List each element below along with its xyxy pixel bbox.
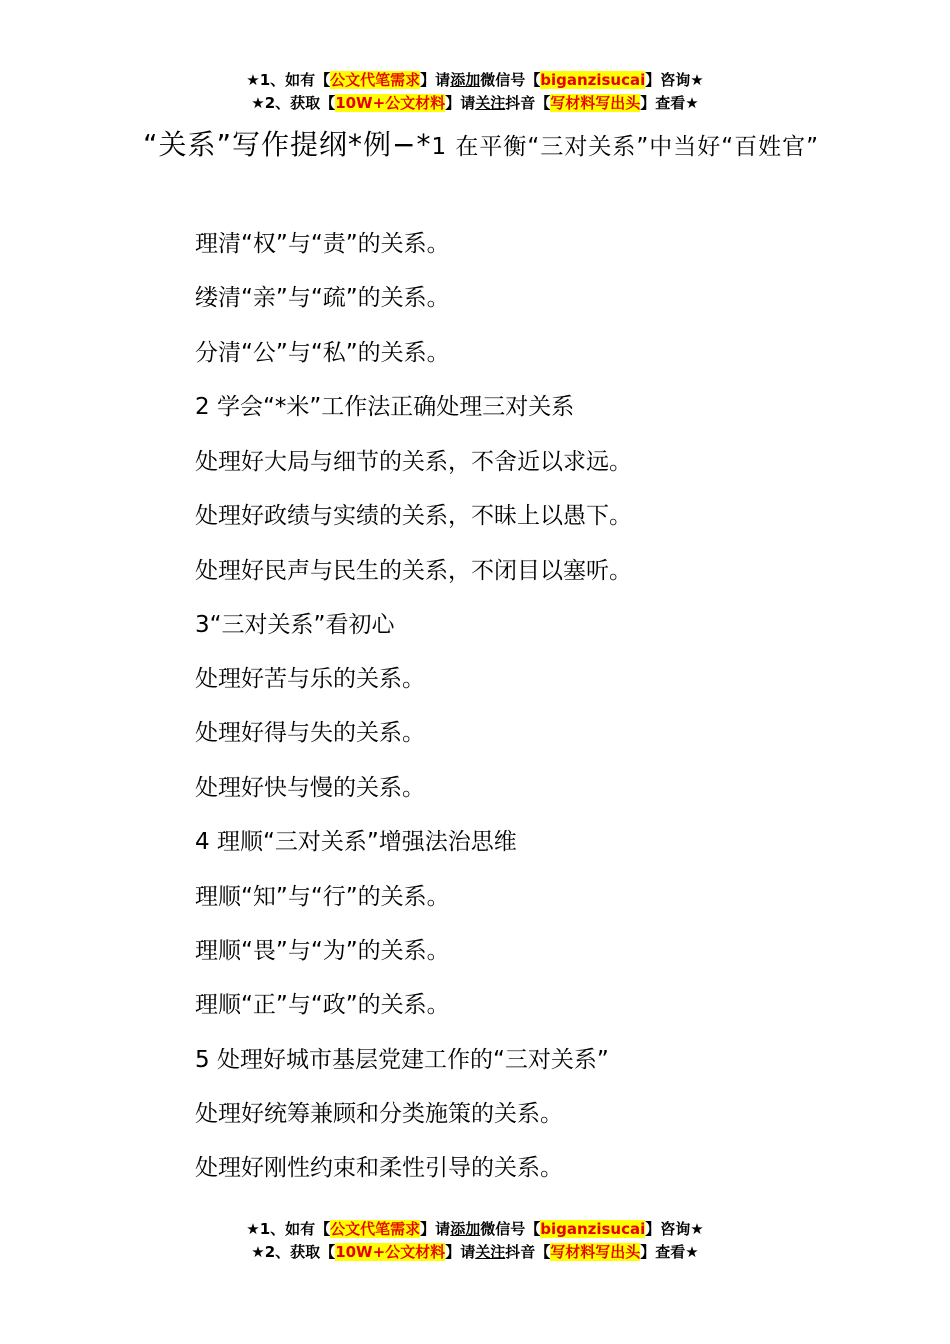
title-main: “关系”写作提纲*例−* — [143, 128, 432, 161]
highlight-douyin: 写材料写出头 — [550, 1243, 641, 1261]
highlight-douyin: 写材料写出头 — [550, 94, 641, 112]
outline-item: 处理好得与失的关系。 — [195, 720, 425, 746]
banner-text: ★1、如有【 — [246, 71, 331, 89]
outline-item: 理顺“畏”与“为”的关系。 — [195, 938, 450, 964]
highlight-wechat-id: biganzisucai — [540, 71, 646, 89]
banner-text: 】请 — [420, 1220, 451, 1238]
banner-text: ★1、如有【 — [246, 1220, 331, 1238]
outline-item: 处理好刚性约束和柔性引导的关系。 — [195, 1155, 563, 1181]
banner-text: 】咨询★ — [645, 1220, 704, 1238]
banner-text: ★2、获取【 — [251, 1243, 336, 1261]
highlight-service: 公文代笔需求 — [330, 71, 421, 89]
banner-line-2 — [0, 1241, 950, 1264]
banner-text: 】查看★ — [640, 94, 699, 112]
section-heading: 5 处理好城市基层党建工作的“三对关系” — [195, 1047, 609, 1073]
highlight-wechat-id: biganzisucai — [540, 1220, 646, 1238]
outline-item: 处理好苦与乐的关系。 — [195, 666, 425, 692]
banner-text: ★2、获取【 — [251, 94, 336, 112]
banner-text: 抖音【 — [505, 1243, 551, 1261]
banner-underlined: 关注 — [475, 1243, 506, 1261]
footer-banner — [0, 1218, 950, 1264]
title-rest: 1 在平衡“三对关系”中当好“百姓官” — [431, 134, 820, 160]
outline-item: 处理好民声与民生的关系，不闭目以塞听。 — [195, 558, 632, 584]
banner-text: 】请 — [445, 1243, 476, 1261]
banner-text: 】咨询★ — [645, 71, 704, 89]
banner-text: 】请 — [445, 94, 476, 112]
outline-item: 处理好统筹兼顾和分类施策的关系。 — [195, 1101, 563, 1127]
banner-text: 】请 — [420, 71, 451, 89]
header-banner — [0, 69, 950, 115]
outline-item: 理清“权”与“责”的关系。 — [195, 231, 450, 257]
banner-text: 微信号【 — [480, 71, 541, 89]
outline-item: 分清“公”与“私”的关系。 — [195, 340, 450, 366]
outline-item: 缕清“亲”与“疏”的关系。 — [195, 285, 450, 311]
outline-item: 处理好快与慢的关系。 — [195, 775, 425, 801]
banner-underlined: 关注 — [475, 94, 506, 112]
banner-line-1 — [0, 69, 950, 92]
banner-text: 】查看★ — [640, 1243, 699, 1261]
outline-item: 理顺“知”与“行”的关系。 — [195, 884, 450, 910]
outline-item: 理顺“正”与“政”的关系。 — [195, 992, 450, 1018]
banner-text: 抖音【 — [505, 94, 551, 112]
highlight-materials: 10W+公文材料 — [335, 1243, 446, 1261]
banner-underlined: 添加 — [450, 1220, 481, 1238]
banner-line-2 — [0, 92, 950, 115]
section-heading: 4 理顺“三对关系”增强法治思维 — [195, 829, 517, 855]
document-title — [143, 122, 823, 170]
highlight-materials: 10W+公文材料 — [335, 94, 446, 112]
outline-item: 处理好大局与细节的关系，不舍近以求远。 — [195, 449, 632, 475]
banner-line-1 — [0, 1218, 950, 1241]
outline-item: 处理好政绩与实绩的关系，不昧上以愚下。 — [195, 503, 632, 529]
banner-underlined: 添加 — [450, 71, 481, 89]
section-heading: 2 学会“*米”工作法正确处理三对关系 — [195, 394, 575, 420]
highlight-service: 公文代笔需求 — [330, 1220, 421, 1238]
section-heading: 3“三对关系”看初心 — [195, 612, 395, 638]
banner-text: 微信号【 — [480, 1220, 541, 1238]
